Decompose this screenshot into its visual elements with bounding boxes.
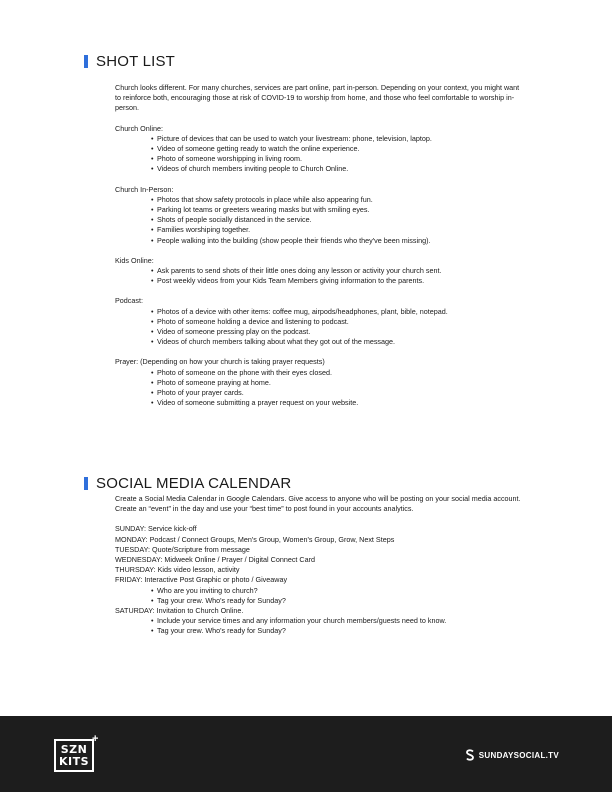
calendar-intro: Create a Social Media Calendar in Google Calendars. Give access to anyone who will be posting on your social media account. Create an “event” in the day and use your “best time” to post found in your accounts analytics. [115,494,521,514]
list-item [151,134,525,144]
list-item-text: Photo of someone on the phone with their eyes closed. [157,367,333,377]
shot-group-label: Church In-Person: [115,184,174,194]
shot-list-body [115,83,525,408]
list-item-text: Who are you inviting to church? [157,585,258,595]
calendar-day: WEDNESDAY: Midweek Online / Prayer / Digital Connect Card [115,555,315,565]
list-item [151,626,525,636]
shot-list-title: SHOT LIST [96,53,176,70]
calendar-day: TUESDAY: Quote/Scripture from message [115,544,250,554]
list-item-text: Photo of someone praying at home. [157,377,271,387]
szn-kits-logo [54,739,94,772]
shot-group-list [115,195,525,246]
list-item-text: Video of someone submitting a prayer request on your website. [157,398,359,408]
list-item [151,236,525,246]
shot-group-list [115,307,525,348]
calendar-day: FRIDAY: Interactive Post Graphic or photo / Giveaway [115,575,288,585]
list-item [151,205,525,215]
list-item-text: Include your service times and any information your church members/guests need to know. [157,616,447,626]
list-item [151,317,525,327]
shot-group-label: Church Online: [115,123,163,133]
list-item-text: Photos of a device with other items: coffee mug, airpods/headphones, plant, bible, notepad. [157,306,448,316]
list-item [151,596,525,606]
list-item-text: Families worshiping together. [157,225,251,235]
heading-accent-bar [84,477,88,490]
list-item [151,616,525,626]
shot-group-list [115,368,525,409]
brand-line-1: SZN [60,742,88,756]
list-item [151,144,525,154]
list-item [151,398,525,408]
list-item-text: Videos of church members talking about what they got out of the message. [157,337,395,347]
list-item-text: Post weekly videos from your Kids Team Members giving information to the parents. [157,276,425,286]
list-item-text: Parking lot teams or greeters wearing masks but with smiling eyes. [157,205,370,215]
list-item-text: Photos that show safety protocols in place while also appearing fun. [157,194,373,204]
calendar-days [115,524,525,636]
shot-group-list [115,266,525,286]
calendar-day: SUNDAY: Service kick-off [115,524,197,534]
list-item [151,164,525,174]
calendar-day-list [115,616,525,636]
list-item [151,225,525,235]
calendar-day-list [115,586,525,606]
shot-list-heading [84,53,175,70]
brand-line-2: KITS [58,754,90,768]
list-item [151,195,525,205]
list-item-text: Photo of someone worshipping in living room. [157,154,303,164]
shot-group-label: Kids Online: [115,255,154,265]
list-item-text: Ask parents to send shots of their little ones doing any lesson or activity your church sent. [157,266,442,276]
list-item-text: Shots of people socially distanced in the service. [157,215,312,225]
list-item [151,215,525,225]
list-item [151,276,525,286]
site-url: SUNDAYSOCIAL.TV [478,750,559,760]
list-item [151,368,525,378]
list-item [151,388,525,398]
list-item [151,266,525,276]
shot-group-list [115,134,525,175]
list-item-text: Picture of devices that can be used to watch your livestream: phone, television, laptop. [157,133,432,143]
heading-accent-bar [84,55,88,68]
s-logo-icon [465,749,475,761]
list-item [151,337,525,347]
list-item [151,154,525,164]
shot-list-groups [115,114,525,409]
list-item [151,378,525,388]
calendar-day: MONDAY: Podcast / Connect Groups, Men's Group, Women's Group, Grow, Next Steps [115,534,395,544]
list-item-text: People walking into the building (show people their friends who they've been missing). [157,235,431,245]
list-item-text: Videos of church members inviting people to Church Online. [157,164,349,174]
shot-list-intro: Church looks different. For many churches, services are part online, part in-person. Depending on your context, you might want to reinforce both, encouraging those at risk of COVID-19 to worship from home, and those who feel comfortable to worship in-person. [115,83,520,113]
list-item-text: Video of someone pressing play on the podcast. [157,327,311,337]
list-item-text: Tag your crew. Who's ready for Sunday? [157,626,286,636]
list-item-text: Photo of someone holding a device and listening to podcast. [157,316,349,326]
site-link[interactable] [465,749,559,761]
calendar-title: SOCIAL MEDIA CALENDAR [96,475,292,492]
brand-plus: + [92,733,99,745]
calendar-body [115,494,525,637]
calendar-heading [84,475,291,492]
list-item [151,327,525,337]
list-item-text: Tag your crew. Who's ready for Sunday? [157,595,286,605]
list-item [151,307,525,317]
list-item-text: Video of someone getting ready to watch the online experience. [157,144,360,154]
calendar-day: SATURDAY: Invitation to Church Online. [115,606,244,616]
list-item [151,586,525,596]
list-item-text: Photo of your prayer cards. [157,388,244,398]
calendar-day: THURSDAY: Kids video lesson, activity [115,565,240,575]
footer [0,716,612,792]
shot-group-label: Podcast: [115,296,143,306]
shot-group-label: Prayer: (Depending on how your church is taking prayer requests) [115,357,325,367]
